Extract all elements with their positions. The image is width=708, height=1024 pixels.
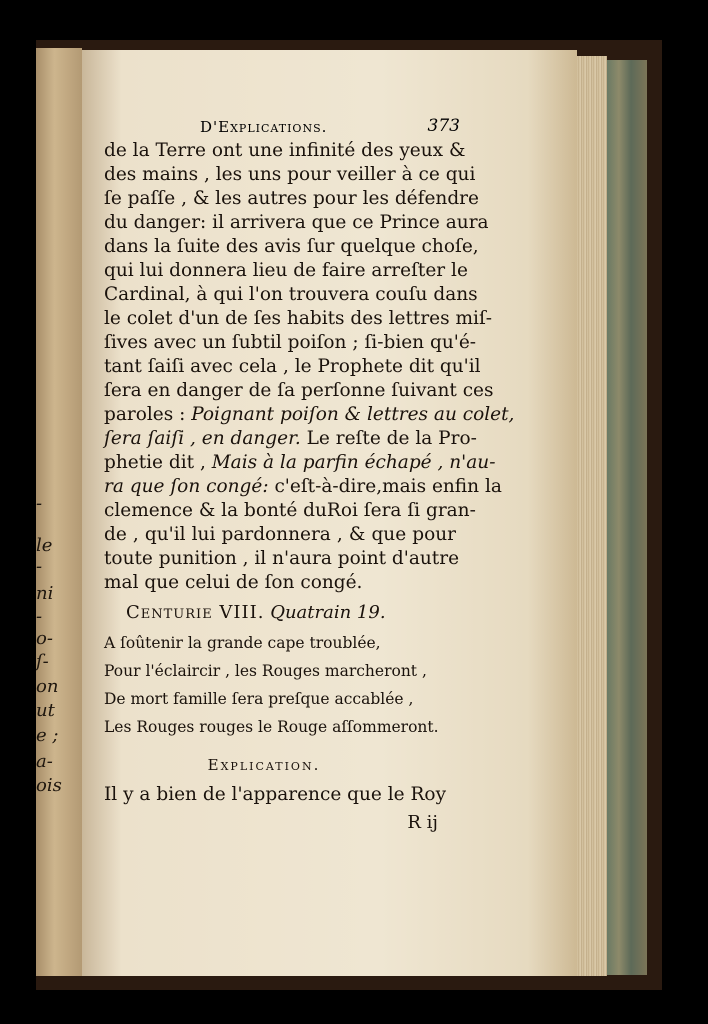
centurie-heading: Centurie VIII. Quatrain 19. xyxy=(126,602,386,623)
quote-italic: Mais à la parfin échapé , n'au- xyxy=(211,452,496,473)
left-fragment: - xyxy=(36,606,43,627)
quote-italic: ra que ſon congé: xyxy=(104,476,269,497)
left-fragment: ut xyxy=(36,700,55,721)
text-line: de , qu'il lui pardonnera , & que pour xyxy=(104,524,456,545)
text-line: ſives avec un ſubtil poiſon ; ſi-bien qu'é- xyxy=(104,332,477,353)
left-fragment: a- xyxy=(36,751,53,772)
left-fragment: ni xyxy=(36,583,54,604)
text-line: du danger: il arrivera que ce Prince aura xyxy=(104,212,489,233)
page-number: 373 xyxy=(427,116,460,136)
signature-mark: R ij xyxy=(407,812,438,833)
text-line: ſe paſſe , & les autres pour les défendre xyxy=(104,188,479,209)
verse-line: Les Rouges rouges le Rouge aſſommeront. xyxy=(104,718,439,736)
text-line: paroles : Poignant poiſon & lettres au colet, xyxy=(104,404,515,425)
page-edges xyxy=(577,56,607,976)
text-line: ra que ſon congé: c'eſt-à-dire,mais enfin la xyxy=(104,476,502,497)
verse-line: Pour l'éclaircir , les Rouges marcheront , xyxy=(104,662,427,680)
verse-line: De mort famille ſera preſque accablée , xyxy=(104,690,414,708)
left-fragment: - xyxy=(36,556,43,577)
text-line: des mains , les uns pour veiller à ce qui xyxy=(104,164,476,185)
verse-line: A ſoûtenir la grande cape troublée, xyxy=(104,634,381,652)
text-line: de la Terre ont une infinité des yeux & xyxy=(104,140,466,161)
page-header xyxy=(200,118,460,142)
text-line: Cardinal, à qui l'on trouvera couſu dans xyxy=(104,284,478,305)
text-line: mal que celui de ſon congé. xyxy=(104,572,363,593)
text-line: dans la ſuite des avis ſur quelque choſe, xyxy=(104,236,479,257)
explication-title: Explication. xyxy=(207,756,321,774)
left-page-edge xyxy=(36,48,82,976)
left-fragment: o- xyxy=(36,628,53,649)
quote-italic: Poignant poiſon & lettres au colet, xyxy=(191,404,515,425)
text-line: toute punition , il n'aura point d'autre xyxy=(104,548,460,569)
left-fragment: ſ- xyxy=(36,651,49,672)
running-head: D'Explications. xyxy=(200,118,328,136)
quote-italic: ſera ſaiſi , en danger. xyxy=(104,428,301,449)
text-line: phetie dit , Mais à la parfin échapé , n'au- xyxy=(104,452,496,473)
text-line: ſera ſaiſi , en danger. Le reſte de la Pro- xyxy=(104,428,477,449)
text-line: Il y a bien de l'apparence que le Roy xyxy=(104,784,447,805)
marbled-cover-edge xyxy=(607,60,647,975)
left-fragment: - xyxy=(36,493,43,514)
text-line: ſera en danger de ſa perſonne ſuivant ces xyxy=(104,380,494,401)
left-fragment: le xyxy=(36,535,53,556)
left-fragment: on xyxy=(36,676,59,697)
text-line: qui lui donnera lieu de faire arreſter le xyxy=(104,260,468,281)
text-line: clemence & la bonté duRoi ſera ſi gran- xyxy=(104,500,476,521)
text-line: le colet d'un de ſes habits des lettres miſ- xyxy=(104,308,493,329)
left-fragment: ois xyxy=(36,775,62,796)
text-line: tant ſaiſi avec cela , le Prophete dit qu'il xyxy=(104,356,481,377)
left-fragment: e ; xyxy=(36,725,59,746)
